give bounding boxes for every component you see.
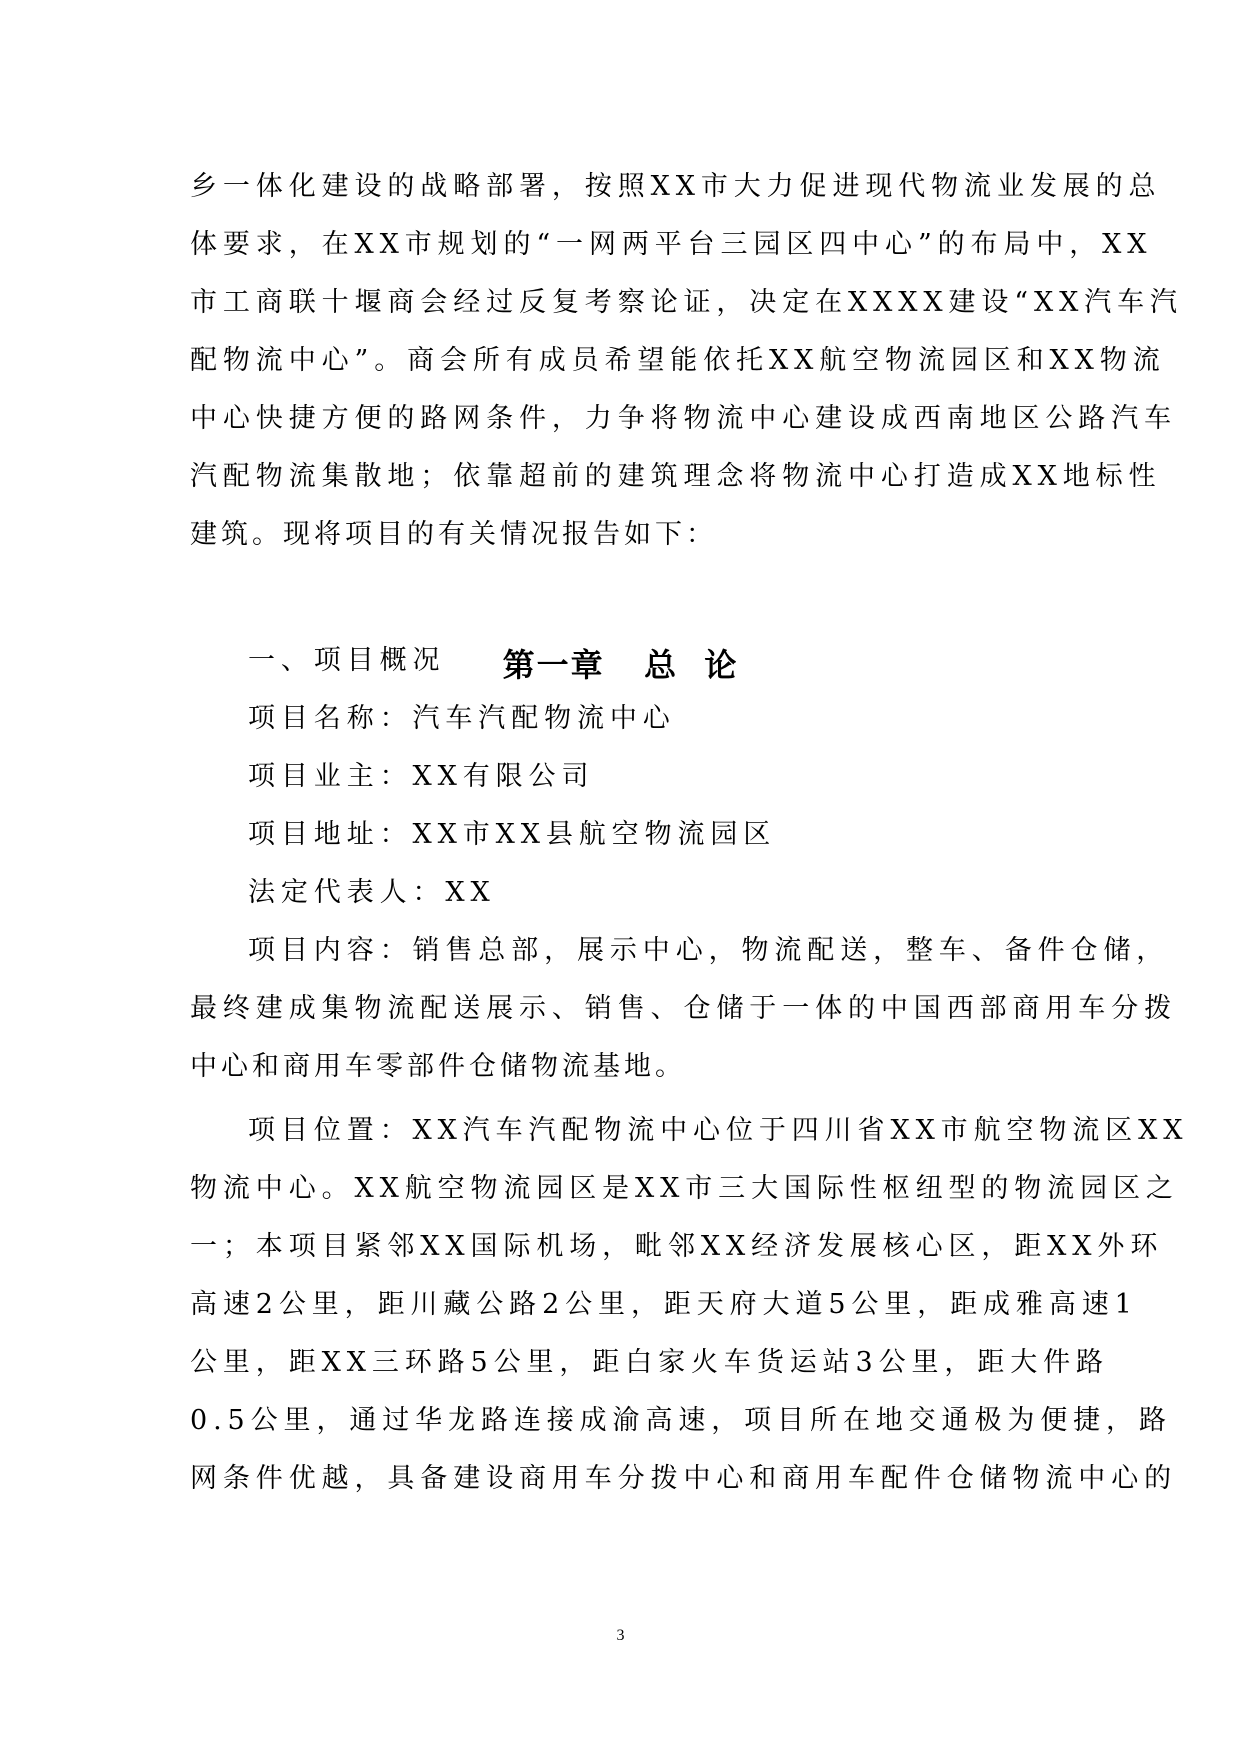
paragraph-line: 中心快捷方便的路网条件，力争将物流中心建设成西南地区公路汽车 (190, 403, 1177, 434)
paragraph-line: 建筑。现将项目的有关情况报告如下： (190, 519, 717, 550)
paragraph-line: 体要求，在XX市规划的“一网两平台三园区四中心”的布局中，XX (190, 229, 1153, 260)
paragraph-line: 一；本项目紧邻XX国际机场，毗邻XX经济发展核心区，距XX外环 (190, 1231, 1164, 1262)
project-address: 项目地址：XX市XX县航空物流园区 (248, 819, 777, 850)
intro-paragraph (190, 158, 1183, 564)
paragraph-line: 配物流中心”。商会所有成员希望能依托XX航空物流园区和XX物流 (190, 345, 1166, 376)
paragraph-line: 最终建成集物流配送展示、销售、仓储于一体的中国西部商用车分拨 (190, 993, 1177, 1024)
paragraph-line: 网条件优越，具备建设商用车分拨中心和商用车配件仓储物流中心的 (190, 1463, 1177, 1494)
paragraph-line: 乡一体化建设的战略部署，按照XX市大力促进现代物流业发展的总 (190, 171, 1162, 202)
paragraph-line: 市工商联十堰商会经过反复考察论证，决定在XXXX建设“XX汽车汽 (190, 287, 1183, 318)
paragraph-line: 项目内容：销售总部，展示中心，物流配送，整车、备件仓储， (248, 935, 1170, 966)
paragraph-line: 公里，距XX三环路5公里，距白家火车货运站3公里，距大件路 (190, 1347, 1109, 1378)
project-content-paragraph (190, 922, 1177, 1096)
paragraph-line: 汽配物流集散地；依靠超前的建筑理念将物流中心打造成XX地标性 (190, 461, 1162, 492)
legal-representative: 法定代表人：XX (248, 877, 496, 908)
chapter-title: 第一章 总 论 (502, 646, 739, 684)
page-number: 3 (616, 1627, 625, 1644)
paragraph-line: 中心和商用车零部件仓储物流基地。 (190, 1051, 686, 1082)
section-heading: 一、项目概况 (248, 645, 446, 676)
paragraph-line: 物流中心。XX航空物流园区是XX市三大国际性枢纽型的物流园区之 (190, 1173, 1179, 1204)
project-name: 项目名称：汽车汽配物流中心 (248, 703, 676, 734)
overview-section (190, 632, 1189, 1508)
project-owner: 项目业主：XX有限公司 (248, 761, 595, 792)
project-location-paragraph (190, 1102, 1189, 1508)
paragraph-line: 高速2公里，距川藏公路2公里，距天府大道5公里，距成雅高速1 (190, 1289, 1138, 1320)
paragraph-line: 0.5公里，通过华龙路连接成渝高速，项目所在地交通极为便捷，路 (190, 1405, 1172, 1436)
paragraph-line: 项目位置：XX汽车汽配物流中心位于四川省XX市航空物流区XX (248, 1115, 1189, 1146)
